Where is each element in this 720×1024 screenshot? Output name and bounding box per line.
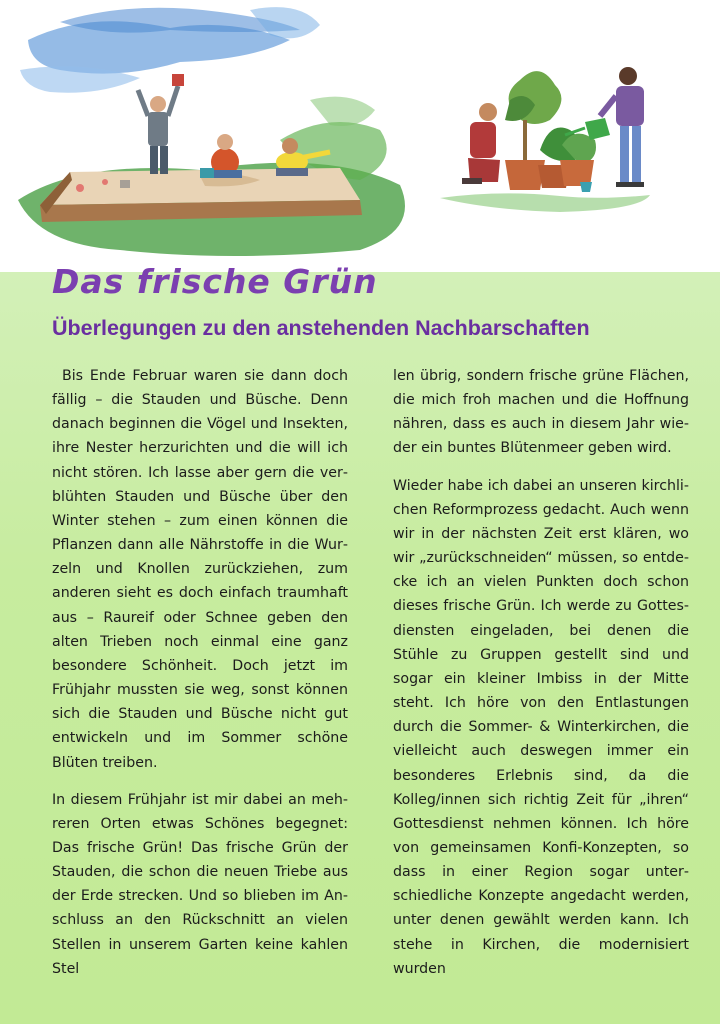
sky-wash [20,7,320,93]
text-column-left [52,364,348,994]
paragraph: In diesem Frühjahr ist mir dabei an mehreren Orten etwas Schönes begegnet: Das frische Grün! Das frische Grün der Stauden, die schon die neuen Triebe aus der Erde strecken. Und so blieben im Anschluss an den Rückschnitt an vielen Stellen in unserem Garten keine kahlen Stel [52,791,348,977]
paragraph: Bis Ende Februar waren sie dann doch fällig – die Stauden und Büsche. Denn danach beginnen die Vögel und Insekten, ihre Nester herzurichten und die will ich nicht stören. Ich lasse aber gern die verblühten Stauden und Büsche über den Winter stehen – zum einen können die Pflanzen dann alle Nährstoffe in die Wurzeln und Knollen zurückziehen, zum anderen sieht es doch einfach traumhaft aus – Raureif oder Schnee geben den alten Trieben noch einmal eine ganz besondere Schönheit. Doch jetzt im Frühjahr mussten sie weg, sonst können sich die Stauden und Büsche nicht gut entwickeln und im Sommer schöne Blüten treiben. [52,368,348,771]
gardening-scene [440,67,650,212]
paragraph: Wieder habe ich dabei an unseren kirchlichen Reformprozess gedacht. Auch wenn wir in der nächsten Zeit erst klären, wo wir „zurückschneiden“ müssen, so entdecke ich an vielen Punkten doch schon dieses frische Grün. Ich werde zu Gottesdiensten eingeladen, bei denen die Stühle zu Gruppen gestellt sind und sogar ein kleiner Imbiss in der Mitte steht. Ich höre von den Entlastungen durch die Sommer- & Winterkirchen, die vielleicht auch deswegen immer ein besonderes Erlebnis sind, da die Kolleg/innen sich richtig Zeit für „ihren“ Gottesdienst nehmen können. Ich höre von gemeinsamen Konfi-Konzepten, so dass in einer Region sogar unterschiedliche Konzepte angedacht werden, unter denen gewählt werden kann. Ich stehe in Kirchen, die modernisiert wurden [393,477,689,977]
watercolor-illustration [0,0,720,272]
child-standing [138,74,184,174]
text-column-right [393,364,689,994]
child-sitting-red [200,134,242,178]
article-subtitle: Überlegungen zu den anstehenden Nachbarschaften [52,316,590,340]
article-title: Das frische Grün [52,262,378,301]
paragraph: len übrig, sondern frische grüne Flächen, die mich froh machen und die Hoffnung nähren, dass es auch in diesem Jahr wieder ein buntes Blütenmeer geben wird. [393,368,689,457]
